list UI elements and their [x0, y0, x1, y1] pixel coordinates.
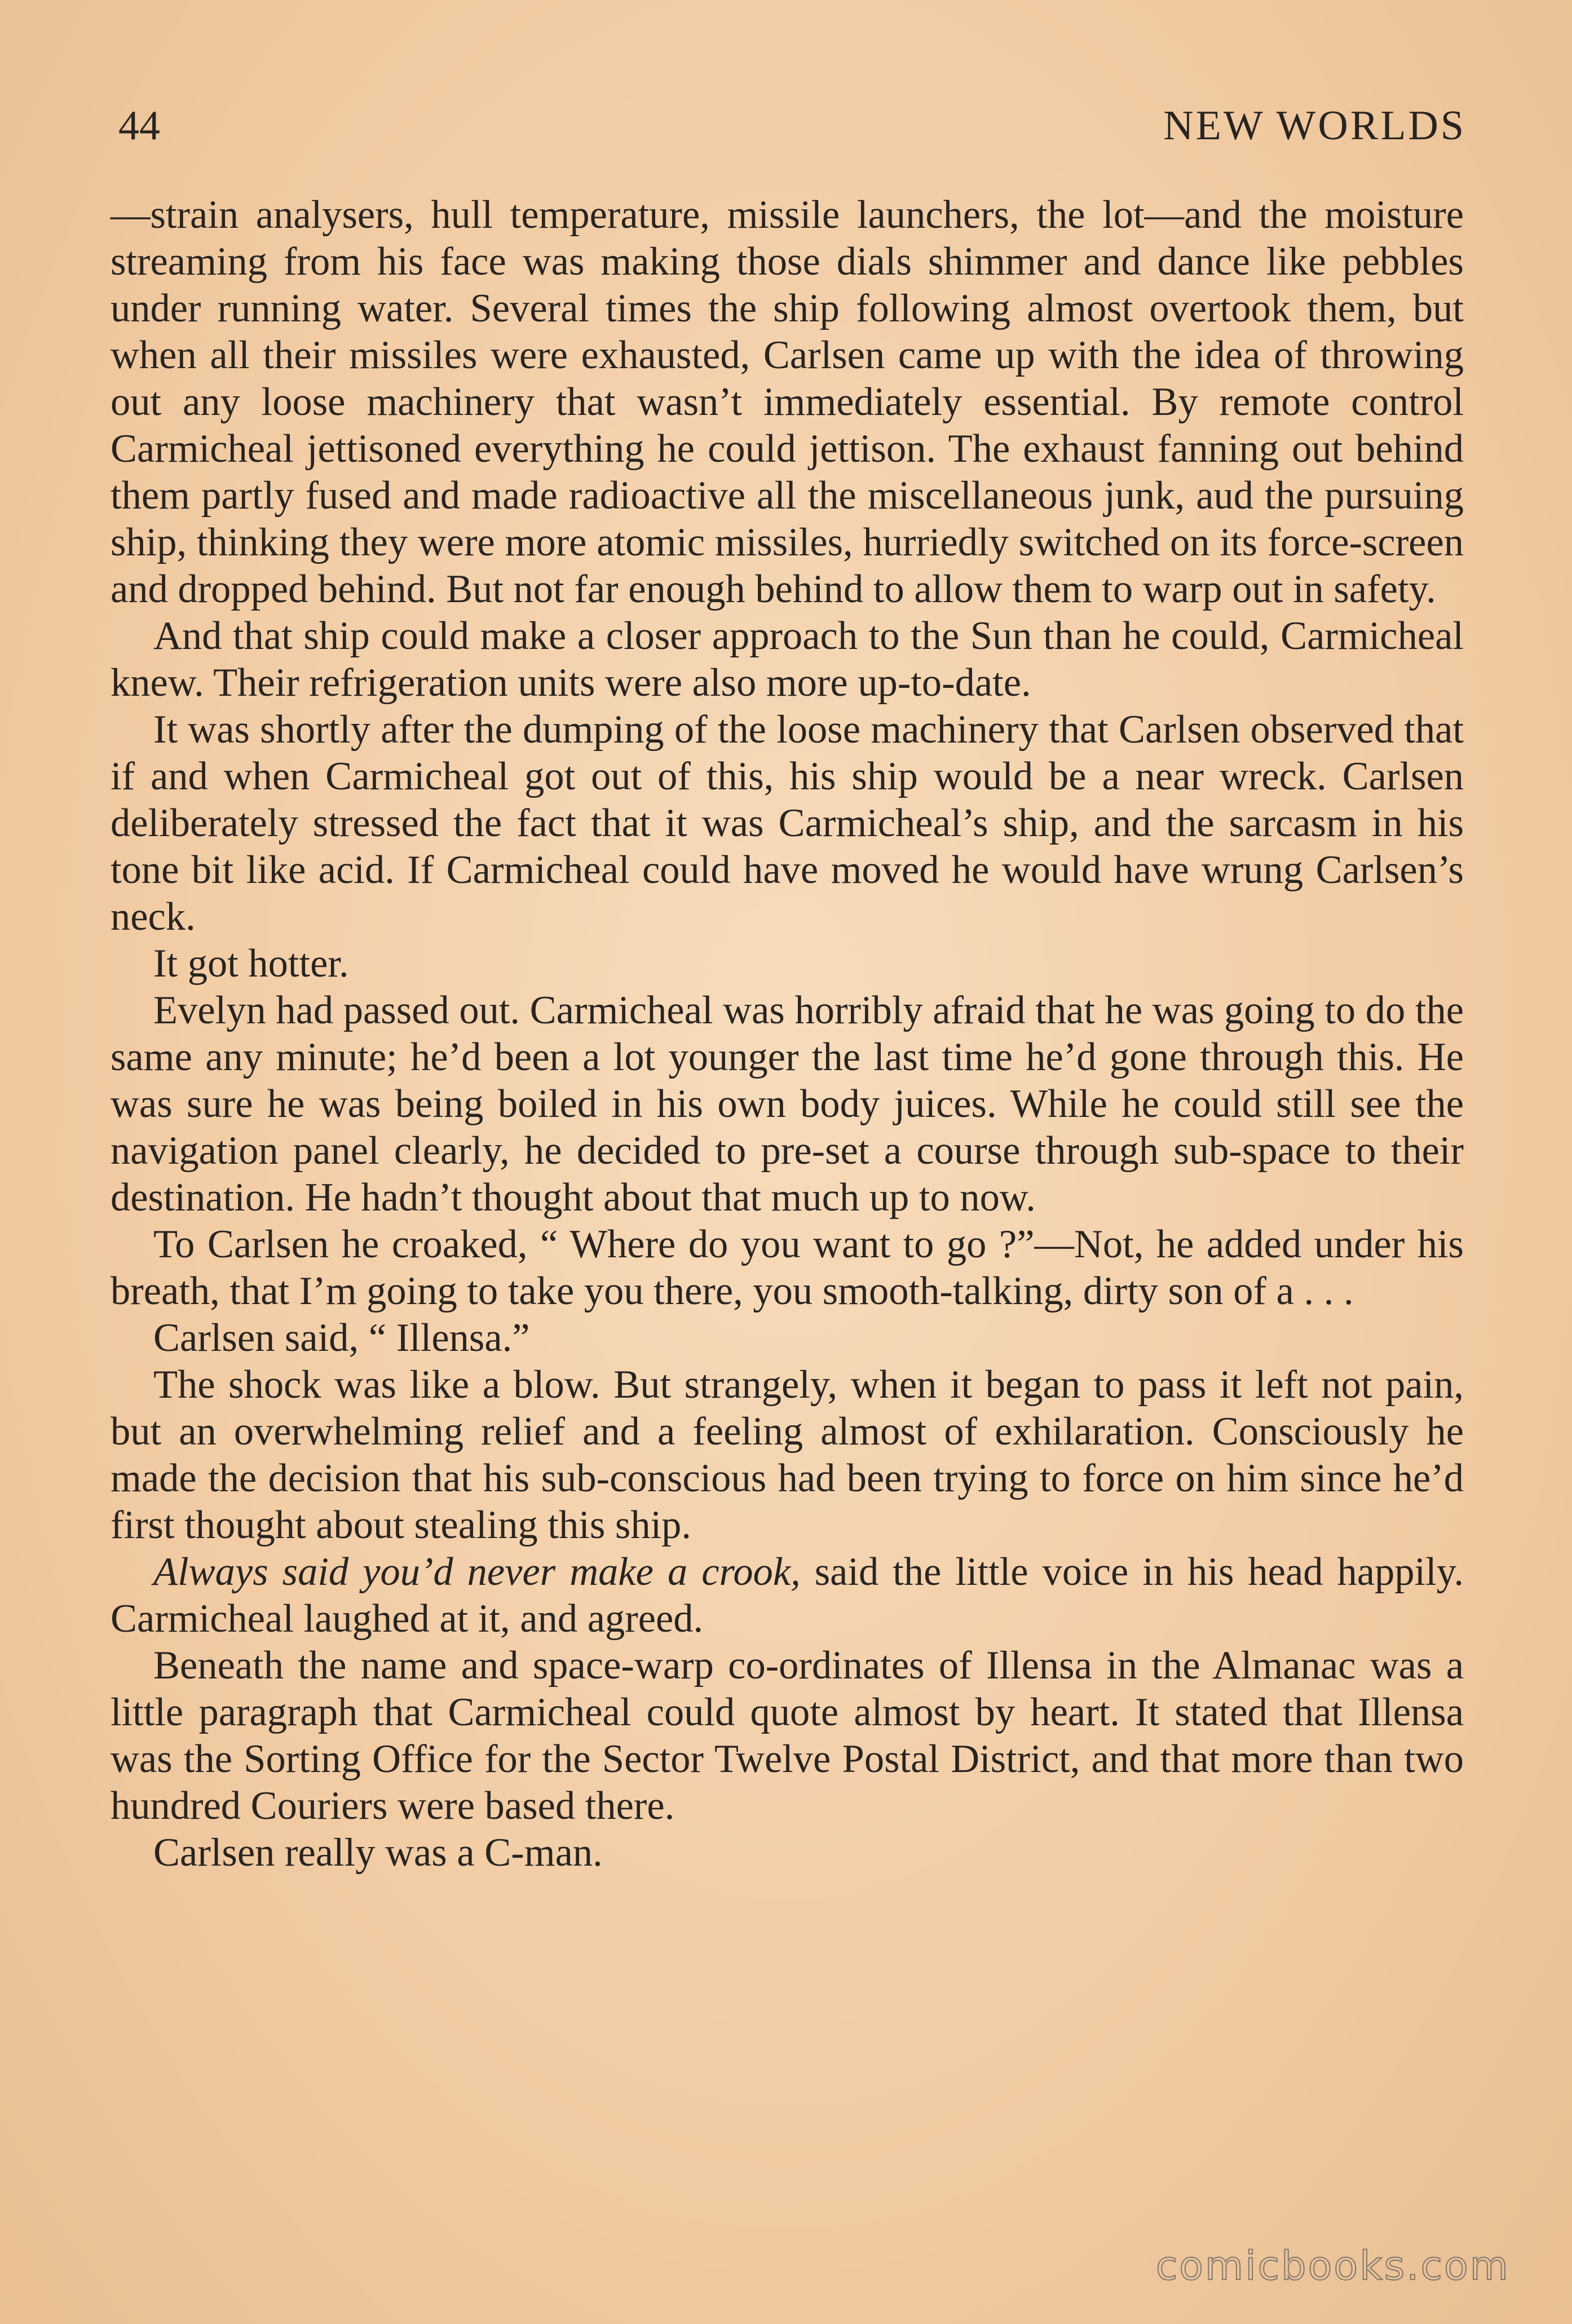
page-number: 44	[118, 103, 160, 149]
italic-phrase: Always said you’d never make a crook,	[153, 1550, 801, 1594]
paragraph: Beneath the name and space-warp co-ordinates of Illensa in the Almanac was a little paragraph that Carmicheal could quote almost by heart. It stated that Illensa was the Sorting Office for the Sector Twelve Postal District, and that more than two hundred Couriers were based there.	[111, 1643, 1464, 1828]
paragraph: The shock was like a blow. But strangely, when it began to pass it left not pain, but an overwhelming relief and a feeling almost of exhilaration. Consciously he made the decision that his sub-conscious had been trying to force on him since he’d first thought about stealing this ship.	[111, 1363, 1464, 1547]
paragraph: To Carlsen he croaked, “ Where do you want to go ?”—Not, he added under his breath, that I’m going to take you there, you smooth-talking, dirty son of a . . .	[111, 1222, 1464, 1313]
paragraph: Evelyn had passed out. Carmicheal was horribly afraid that he was going to do the same any minute; he’d been a lot younger the last time he’d gone through this. He was sure he was being boiled in his own body juices. While he could still see the navigation panel clearly, he decided to pre-set a course through sub-space to their destination. He hadn’t thought about that much up to now.	[111, 988, 1464, 1220]
running-head: NEW WORLDS	[1163, 103, 1466, 149]
paragraph: It got hotter.	[153, 942, 349, 986]
page-header	[118, 95, 1466, 157]
paragraph: —strain analysers, hull temperature, missile launchers, the lot—and the moisture streaming from his face was making those dials shimmer and dance like pebbles under running water. Several times the ship following almost overtook them, but when all their missiles were exhausted, Carlsen came up with the idea of throwing out any loose machinery that wasn’t immediately essential. By remote control Carmicheal jettisoned everything he could jettison. The exhaust fanning out behind them partly fused and made radioactive all the miscellaneous junk, aud the pursuing ship, thinking they were more atomic missiles, hurriedly switched on its force-screen and dropped behind. But not far enough behind to allow them to warp out in safety.	[111, 193, 1464, 611]
paragraph: Carlsen really was a C-man.	[153, 1831, 603, 1875]
paragraph: It was shortly after the dumping of the loose machinery that Carlsen observed that if and when Carmicheal got out of this, his ship would be a near wreck. Carlsen deliberately stressed the fact that it was Carmicheal’s ship, and the sarcasm in his tone bit like acid. If Carmicheal could have moved he would have wrung Carlsen’s neck.	[111, 708, 1464, 939]
story-text	[111, 192, 1464, 1876]
paragraph: Carlsen said, “ Illensa.”	[153, 1316, 530, 1360]
paragraph: And that ship could make a closer approach to the Sun than he could, Carmicheal knew. Their refrigeration units were also more up-to-date.	[111, 614, 1464, 705]
paragraph	[111, 1549, 1464, 1642]
paragraph-text: said the little voice in his head happily. Carmicheal laughed at it, and agreed.	[111, 1550, 1464, 1641]
watermark-logo: comicbooks.com	[1155, 2243, 1510, 2289]
